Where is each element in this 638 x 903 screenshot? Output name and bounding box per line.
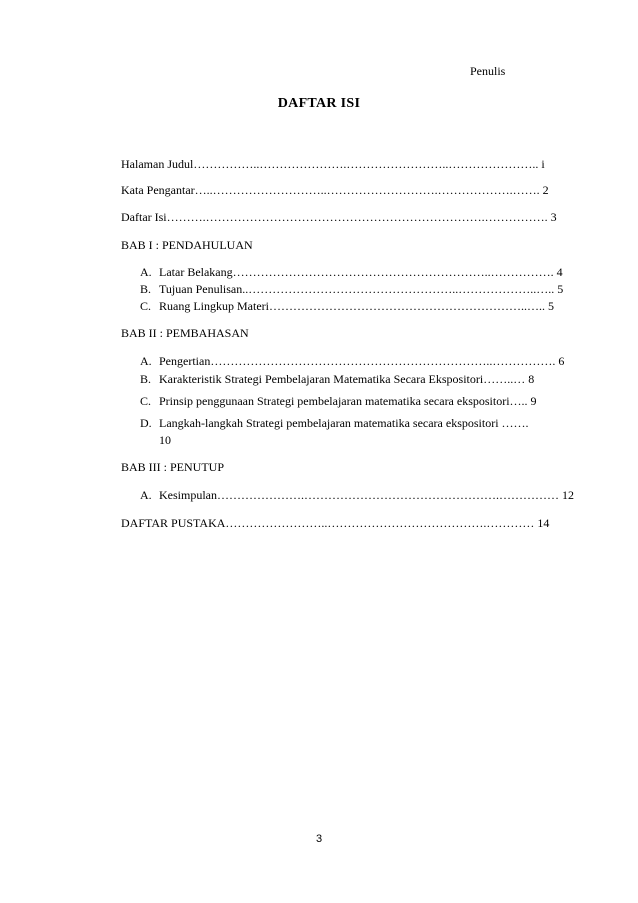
toc-entry-text: Langkah-langkah Strategi pembelajaran matematika secara ekspositori ……. — [159, 416, 529, 430]
list-marker: B. — [140, 372, 152, 386]
toc-heading-bab-1: BAB I : PENDAHULUAN — [121, 238, 253, 252]
toc-entry-bab1-b — [140, 282, 563, 296]
page-number: 3 — [315, 833, 323, 845]
toc-entry-text: Karakteristik Strategi Pembelajaran Matematika Secara Ekspositori……..… 8 — [159, 372, 535, 386]
list-marker: A. — [140, 265, 152, 279]
toc-entry-bab1-c — [140, 299, 554, 313]
author-label: Penulis — [470, 64, 506, 78]
toc-entry-halaman-judul: Halaman Judul……………..………………….……………………..………………….. i — [121, 157, 545, 171]
toc-entry-bab3-a — [140, 488, 574, 502]
toc-entry-bab1-a — [140, 265, 563, 279]
list-marker: A. — [140, 488, 152, 502]
toc-entry-bab2-a — [140, 354, 564, 368]
list-marker: C. — [140, 394, 152, 408]
page-title: DAFTAR ISI — [277, 96, 361, 111]
toc-entry-text: Ruang Lingkup Materi………………………………………………………..….. 5 — [159, 299, 554, 313]
list-marker: A. — [140, 354, 152, 368]
toc-entry-text: Kesimpulan………………….………………………………………….…………… 12 — [159, 488, 574, 502]
toc-heading-bab-3: BAB III : PENUTUP — [121, 460, 225, 474]
toc-entry-text: Tujuan Penulisan..……………………………………………..………………..….. 5 — [159, 282, 564, 296]
toc-entry-daftar-pustaka: DAFTAR PUSTAKA……………………..………………………………….………… 14 — [121, 516, 550, 530]
toc-entry-daftar-isi: Daftar Isi……….…………………………………………………………….……………. 3 — [121, 210, 557, 224]
list-marker: B. — [140, 282, 152, 296]
toc-entry-bab2-b — [140, 372, 534, 386]
toc-entry-kata-pengantar: Kata Pengantar…..………………………..……………………….……………….……. 2 — [121, 183, 549, 197]
toc-entry-text: Pengertian……………………………………………………………..……………. 6 — [159, 354, 565, 368]
toc-heading-bab-2: BAB II : PEMBAHASAN — [121, 326, 249, 340]
list-marker: C. — [140, 299, 152, 313]
toc-entry-text: Prinsip penggunaan Strategi pembelajaran matematika secara ekspositori….. 9 — [159, 394, 537, 408]
toc-entry-bab2-c — [140, 394, 537, 408]
toc-entry-bab2-d-page: 10 — [159, 433, 171, 447]
list-marker: D. — [140, 416, 152, 430]
toc-entry-text: Latar Belakang………………………………………………………..……………. 4 — [159, 265, 563, 279]
toc-entry-bab2-d — [140, 416, 529, 430]
